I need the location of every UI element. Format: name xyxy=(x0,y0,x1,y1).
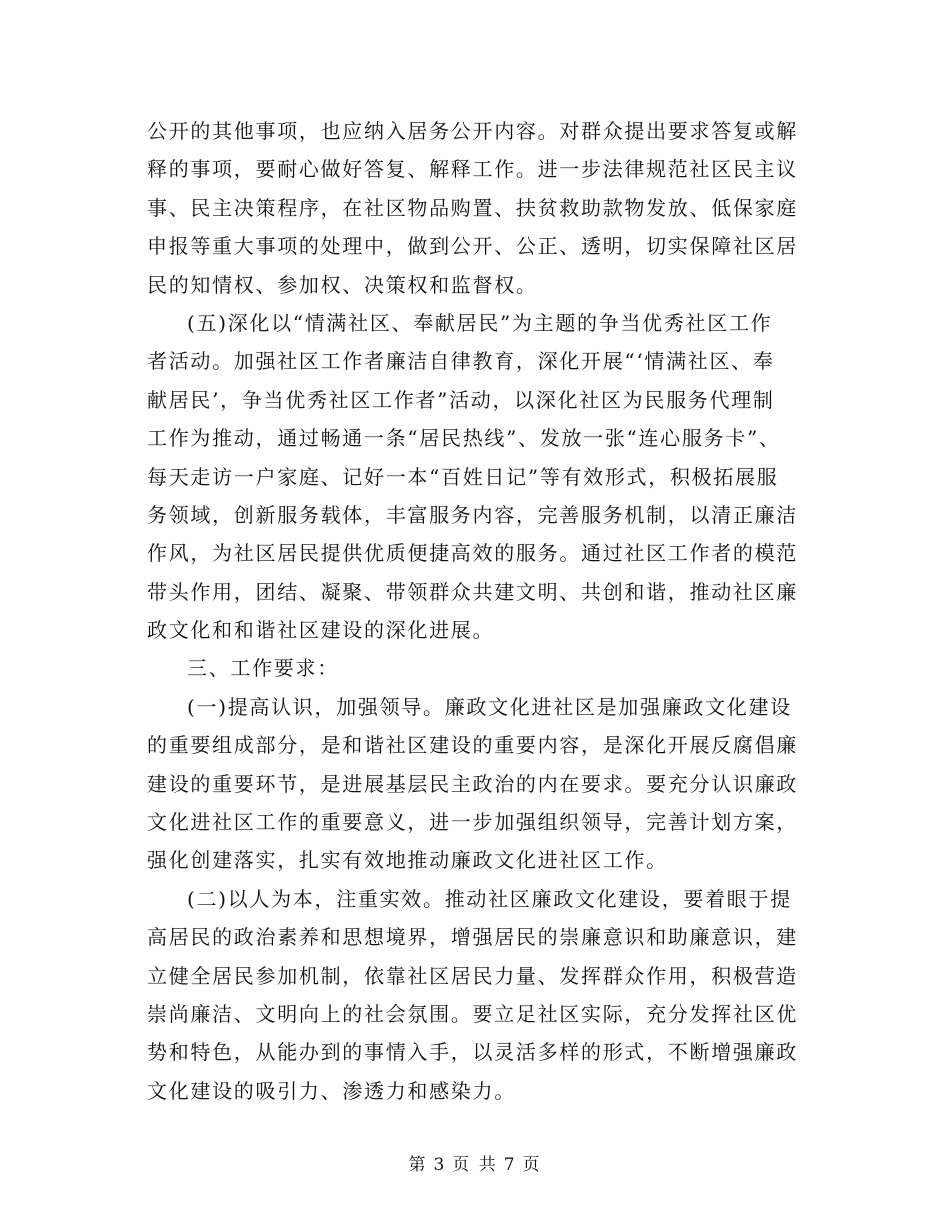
text-line: (一)提高认识，加强领导。廉政文化进社区是加强廉政文化建设 xyxy=(187,694,792,719)
text-line: 的重要组成部分，是和谐社区建设的重要内容，是深化开展反腐倡廉 xyxy=(147,733,798,758)
text-line: 释的事项，要耐心做好答复、解释工作。进一步法律规范社区民主议 xyxy=(147,157,798,182)
text-line: 民的知情权、参加权、决策权和监督权。 xyxy=(147,272,538,297)
text-line: 申报等重大事项的处理中，做到公开、公正、透明，切实保障社区居 xyxy=(147,234,798,259)
text-line: (五)深化以“情满社区、奉献居民”为主题的争当优秀社区工作 xyxy=(187,310,773,335)
text-line: 务领域，创新服务载体，丰富服务内容，完善服务机制，以清正廉洁 xyxy=(147,502,798,527)
text-line: 立健全居民参加机制，依靠社区居民力量、发挥群众作用，积极营造 xyxy=(147,963,798,988)
text-line: 带头作用，团结、凝聚、带领群众共建文明、共创和谐，推动社区廉 xyxy=(147,579,798,604)
text-line: 三、工作要求： xyxy=(187,656,339,681)
document-body xyxy=(147,112,807,1110)
text-line: 建设的重要环节，是进展基层民主政治的内在要求。要充分认识廉政 xyxy=(147,771,798,796)
text-line: 献居民’，争当优秀社区工作者”活动，以深化社区为民服务代理制 xyxy=(147,387,775,412)
footer-mid: 页 共 xyxy=(452,1155,498,1175)
text-line: 势和特色，从能办到的事情入手，以灵活多样的形式，不断增强廉政 xyxy=(147,1040,798,1065)
text-line: 公开的其他事项，也应纳入居务公开内容。对群众提出要求答复或解 xyxy=(147,119,798,143)
footer-suffix: 页 xyxy=(522,1155,542,1175)
text-line: 强化创建落实，扎实有效地推动廉政文化进社区工作。 xyxy=(147,848,668,873)
text-line: 文化进社区工作的重要意义，进一步加强组织领导，完善计划方案， xyxy=(147,810,798,835)
text-line: 每天走访一户家庭、记好一本“百姓日记”等有效形式，积极拓展服 xyxy=(147,464,779,489)
text-line: 文化建设的吸引力、渗透力和感染力。 xyxy=(147,1078,516,1103)
footer-total-pages: 7 xyxy=(503,1155,517,1175)
text-line: (二)以人为本，注重实效。推动社区廉政文化建设，要着眼于提 xyxy=(187,886,792,911)
text-line: 事、民主决策程序，在社区物品购置、扶贫救助款物发放、低保家庭 xyxy=(147,195,798,220)
text-line: 工作为推动，通过畅通一条“居民热线”、发放一张“连心服务卡”、 xyxy=(147,426,781,451)
page-footer xyxy=(0,1150,950,1175)
footer-page-number: 3 xyxy=(433,1155,447,1175)
text-line: 崇尚廉洁、文明向上的社会氛围。要立足社区实际，充分发挥社区优 xyxy=(147,1001,798,1026)
text-line: 政文化和和谐社区建设的深化进展。 xyxy=(147,618,495,643)
text-line: 高居民的政治素养和思想境界，增强居民的崇廉意识和助廉意识，建 xyxy=(147,925,798,950)
text-line: 作风，为社区居民提供优质便捷高效的服务。通过社区工作者的模范 xyxy=(147,541,798,566)
footer-prefix: 第 xyxy=(408,1155,428,1175)
text-line: 者活动。加强社区工作者廉洁自律教育，深化开展“‘情满社区、奉 xyxy=(147,349,775,374)
